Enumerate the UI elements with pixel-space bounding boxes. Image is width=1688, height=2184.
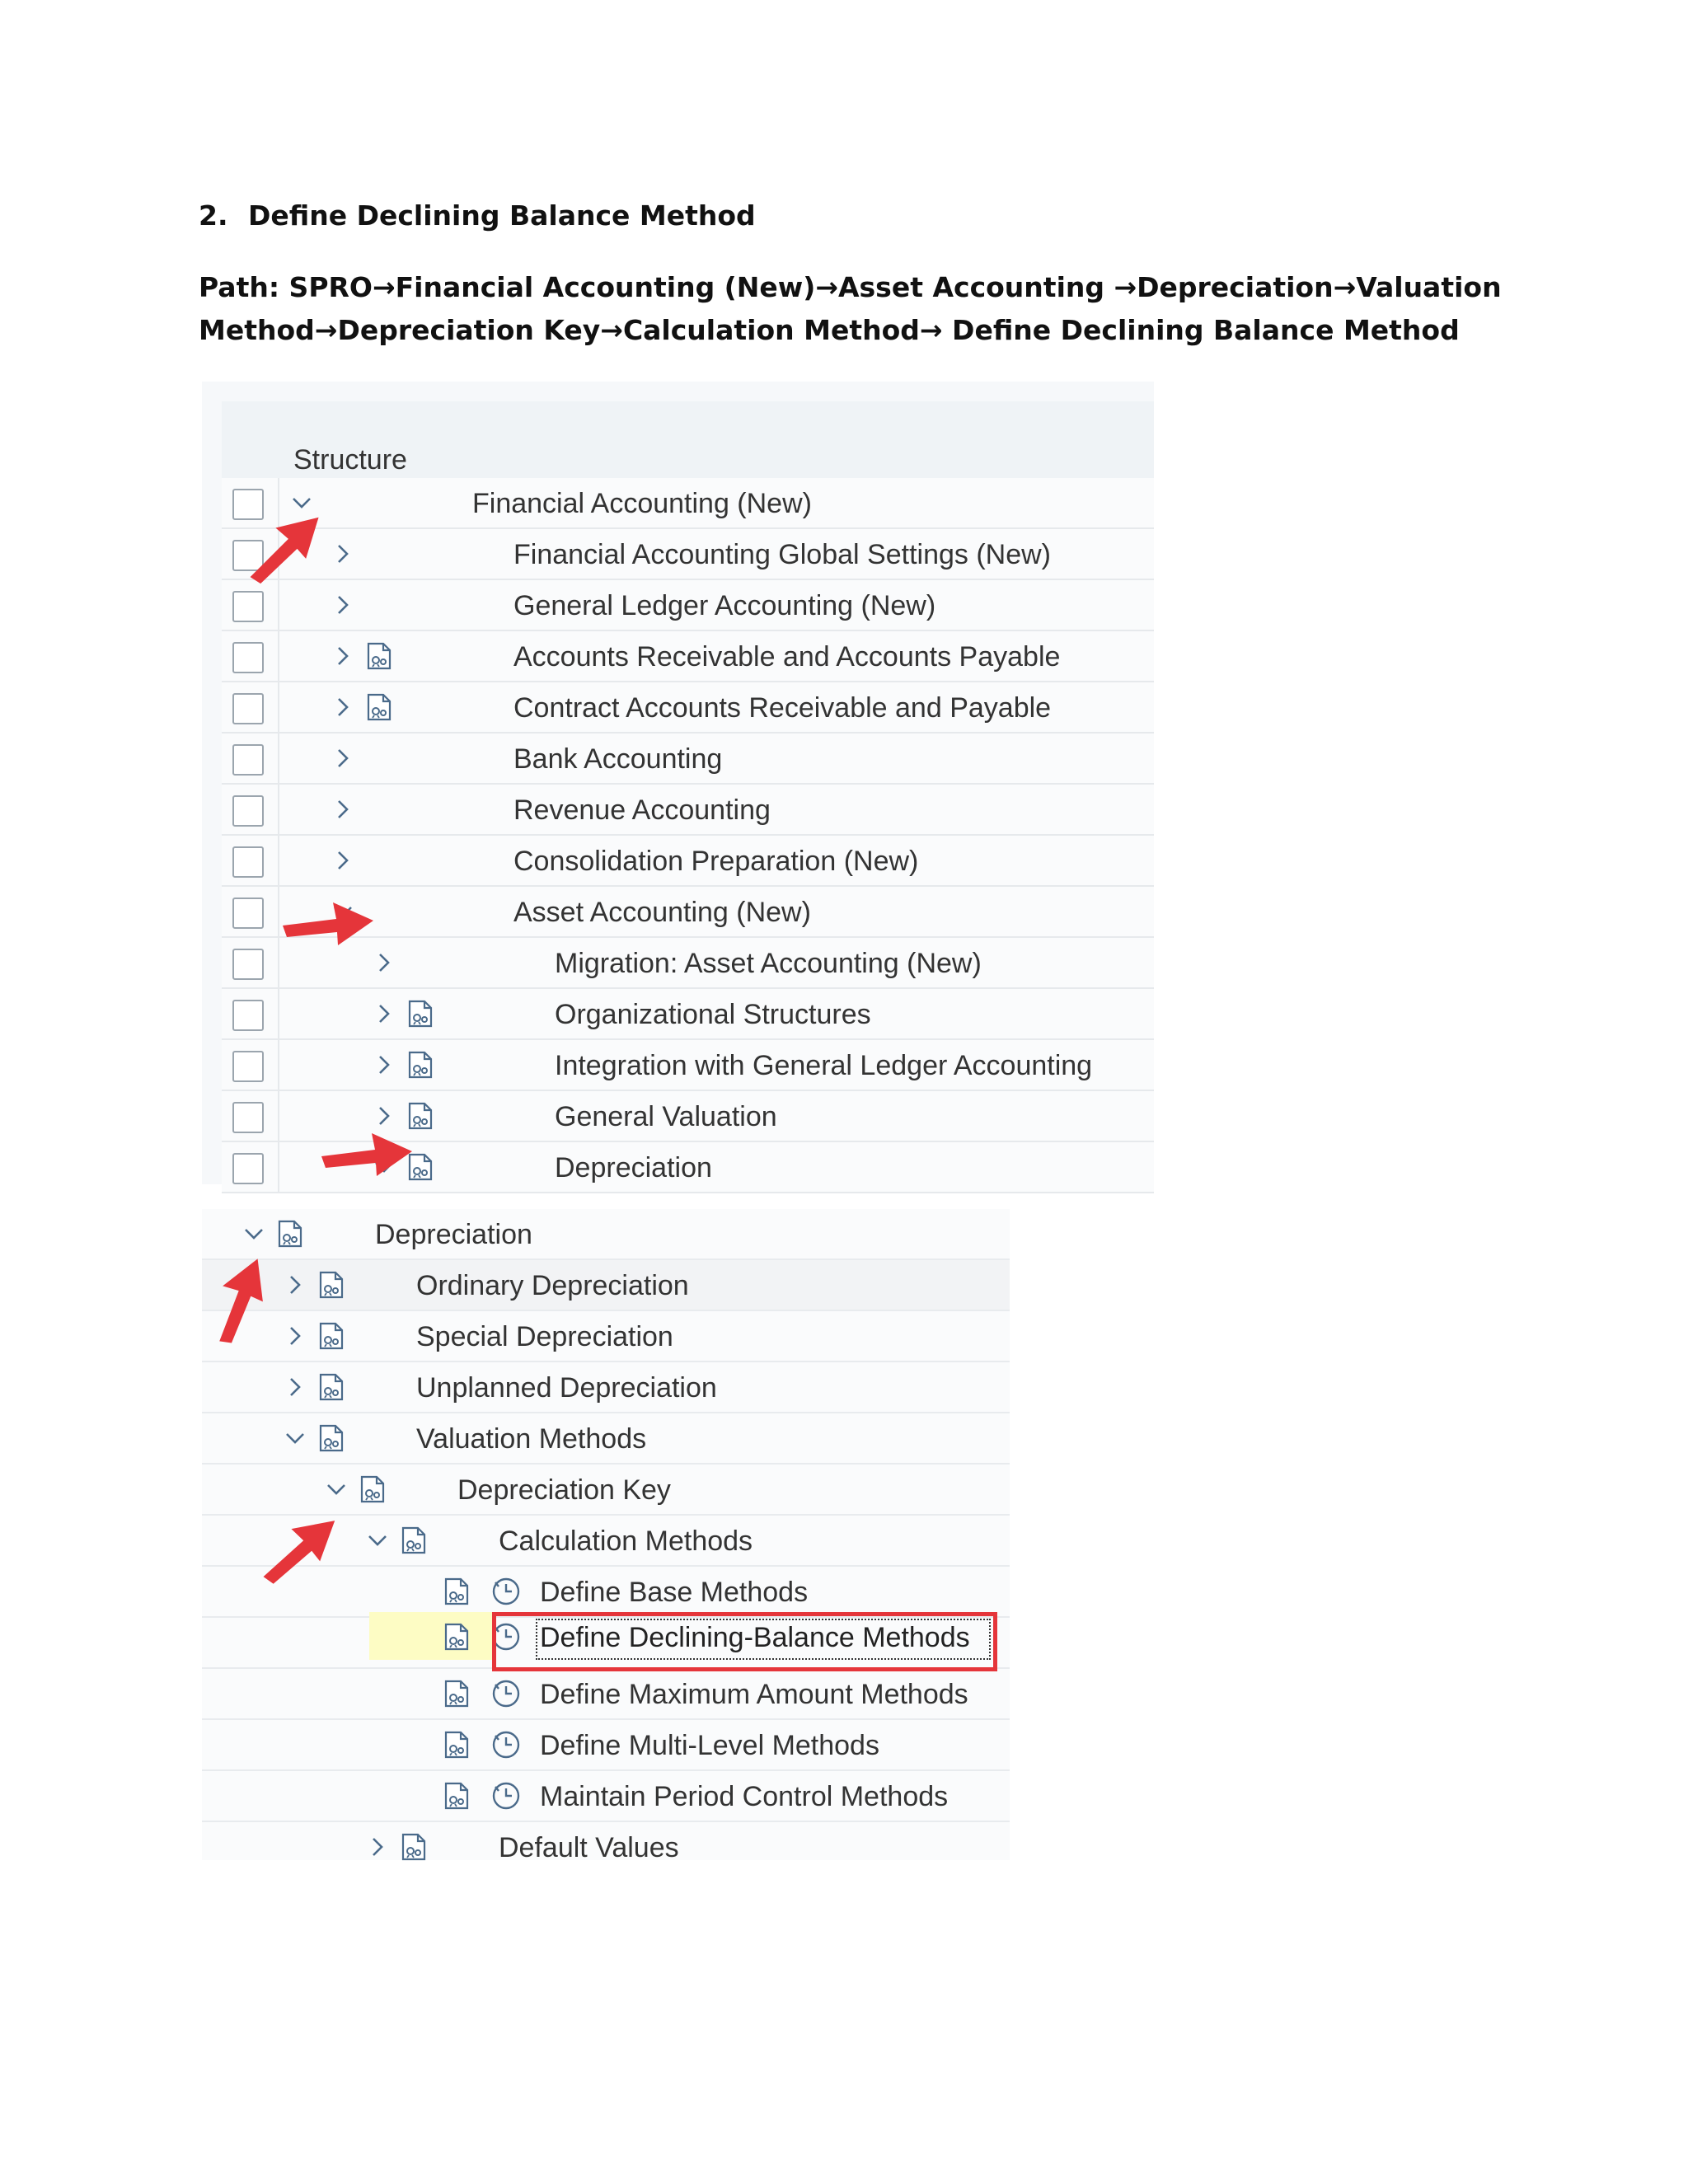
- tree-node-label[interactable]: Bank Accounting: [513, 743, 723, 775]
- path-arrow: →: [372, 271, 396, 303]
- config-folder-icon: [398, 1831, 429, 1863]
- tree-node-label[interactable]: Financial Accounting (New): [472, 488, 812, 519]
- chevron-right-icon[interactable]: [332, 748, 354, 769]
- path-arrow: →: [600, 314, 623, 346]
- chevron-right-icon[interactable]: [367, 1836, 388, 1858]
- row-checkbox[interactable]: [232, 1102, 264, 1133]
- tree-node-label[interactable]: Contract Accounts Receivable and Payable: [513, 692, 1052, 724]
- tree-row[interactable]: [222, 529, 1154, 580]
- path-step: Asset Accounting: [838, 271, 1114, 303]
- row-checkbox[interactable]: [232, 1051, 264, 1082]
- chevron-right-icon[interactable]: [373, 952, 395, 973]
- tree-node-label[interactable]: Financial Accounting Global Settings (New): [513, 539, 1051, 570]
- chevron-right-icon[interactable]: [332, 594, 354, 616]
- tree-node-label[interactable]: Organizational Structures: [555, 999, 871, 1030]
- tree-row[interactable]: [222, 1040, 1154, 1091]
- config-folder-icon: [363, 691, 395, 723]
- path-arrow: →: [919, 314, 943, 346]
- path-prefix: Path:: [199, 271, 280, 303]
- chevron-right-icon[interactable]: [332, 543, 354, 565]
- row-checkbox[interactable]: [232, 949, 264, 980]
- config-folder-icon: [363, 640, 395, 672]
- execute-activity-icon[interactable]: [490, 1780, 522, 1811]
- tree-node-label[interactable]: Calculation Methods: [499, 1526, 753, 1557]
- path-step: Define Declining Balance Method: [942, 314, 1460, 346]
- path-step: Calculation Method: [622, 314, 920, 346]
- path-step: Valuation Method: [199, 271, 1502, 346]
- tree-node-label[interactable]: Revenue Accounting: [513, 794, 771, 826]
- path-step: Depreciation Key: [337, 314, 601, 346]
- tree-node-label[interactable]: Valuation Methods: [416, 1423, 647, 1455]
- path-arrow: →: [1333, 271, 1357, 303]
- config-folder-icon: [398, 1525, 429, 1556]
- path-step: Financial Accounting (New): [395, 271, 816, 303]
- tree-node-label[interactable]: Depreciation: [375, 1219, 532, 1250]
- tree-node-label[interactable]: Depreciation: [555, 1152, 712, 1183]
- config-folder-icon: [316, 1320, 347, 1352]
- tree-node-label[interactable]: Accounts Receivable and Accounts Payable: [513, 641, 1061, 673]
- row-checkbox[interactable]: [232, 898, 264, 929]
- tree-node-label[interactable]: Migration: Asset Accounting (New): [555, 948, 982, 979]
- tree-row[interactable]: [202, 1362, 1010, 1413]
- tree-node-label[interactable]: Consolidation Preparation (New): [513, 846, 919, 877]
- row-checkbox[interactable]: [232, 1000, 264, 1031]
- chevron-down-icon[interactable]: [284, 1427, 306, 1449]
- tree-row[interactable]: [222, 580, 1154, 631]
- section-heading: [199, 199, 756, 232]
- config-folder-icon: [441, 1678, 472, 1709]
- row-checkbox[interactable]: [232, 846, 264, 878]
- tree-node-label[interactable]: Ordinary Depreciation: [416, 1270, 689, 1301]
- red-arrow-icon: [317, 1117, 416, 1183]
- tree-row[interactable]: [222, 836, 1154, 887]
- config-folder-icon: [316, 1422, 347, 1454]
- execute-activity-icon[interactable]: [490, 1729, 522, 1760]
- selected-activity-label[interactable]: Define Declining-Balance Methods: [540, 1622, 970, 1653]
- tree-row[interactable]: [202, 1669, 1010, 1720]
- section-title: Define Declining Balance Method: [248, 199, 756, 232]
- row-checkbox[interactable]: [232, 693, 264, 724]
- tree-row[interactable]: [222, 989, 1154, 1040]
- tree-node-label[interactable]: Define Base Methods: [540, 1577, 809, 1608]
- path-step: Depreciation: [1137, 271, 1334, 303]
- tree-node-label[interactable]: Define Multi-Level Methods: [540, 1730, 879, 1761]
- red-arrow-icon: [279, 886, 377, 952]
- tree-row[interactable]: [202, 1311, 1010, 1362]
- tree-row[interactable]: [202, 1771, 1010, 1822]
- path-arrow: →: [1114, 271, 1137, 303]
- chevron-right-icon[interactable]: [373, 1054, 395, 1076]
- config-folder-icon: [405, 998, 436, 1029]
- row-checkbox[interactable]: [232, 1153, 264, 1184]
- path-step: SPRO: [288, 271, 373, 303]
- tree-node-label[interactable]: Depreciation Key: [457, 1474, 671, 1506]
- chevron-right-icon[interactable]: [284, 1376, 306, 1398]
- structure-screenshot: [202, 382, 1154, 1184]
- config-folder-icon: [316, 1269, 347, 1301]
- tree-row[interactable]: [202, 1260, 1010, 1311]
- chevron-right-icon[interactable]: [284, 1325, 306, 1347]
- structure-title: Structure: [293, 444, 407, 476]
- execute-activity-icon[interactable]: [490, 1576, 522, 1607]
- tree-node-label[interactable]: General Valuation: [555, 1101, 777, 1132]
- navigation-path: [199, 266, 1502, 352]
- chevron-right-icon[interactable]: [332, 645, 354, 667]
- tree-row[interactable]: [202, 1413, 1010, 1465]
- tree-node-label[interactable]: Unplanned Depreciation: [416, 1372, 717, 1404]
- tree-row[interactable]: [202, 1209, 1010, 1260]
- config-folder-icon: [441, 1621, 472, 1652]
- config-folder-icon: [441, 1576, 472, 1607]
- tree-row[interactable]: [222, 682, 1154, 733]
- config-folder-icon: [316, 1371, 347, 1403]
- tree-node-label[interactable]: General Ledger Accounting (New): [513, 590, 936, 621]
- chevron-down-icon[interactable]: [326, 1479, 347, 1500]
- tree-node-label[interactable]: Default Values: [499, 1832, 679, 1863]
- section-number: 2.: [199, 199, 228, 232]
- tree-node-label[interactable]: Asset Accounting (New): [513, 897, 811, 928]
- config-folder-icon: [405, 1049, 436, 1080]
- row-checkbox[interactable]: [232, 795, 264, 827]
- tree-row[interactable]: [202, 1822, 1010, 1872]
- chevron-right-icon[interactable]: [332, 696, 354, 718]
- path-arrow: →: [815, 271, 838, 303]
- tree-row[interactable]: [202, 1567, 1010, 1618]
- tree-node-label[interactable]: Maintain Period Control Methods: [540, 1781, 949, 1812]
- selection-highlight: [369, 1612, 495, 1660]
- row-checkbox[interactable]: [232, 642, 264, 673]
- tree-row[interactable]: [222, 733, 1154, 785]
- chevron-right-icon[interactable]: [373, 1003, 395, 1024]
- tree-node-label[interactable]: Special Depreciation: [416, 1321, 673, 1352]
- config-folder-icon: [357, 1474, 388, 1505]
- row-checkbox[interactable]: [232, 489, 264, 520]
- tree-node-label[interactable]: Define Maximum Amount Methods: [540, 1679, 968, 1710]
- config-folder-icon: [441, 1729, 472, 1760]
- tree-node-label[interactable]: Integration with General Ledger Accounting: [555, 1050, 1093, 1081]
- execute-activity-icon[interactable]: [490, 1678, 522, 1709]
- tree-row[interactable]: [222, 785, 1154, 836]
- structure-tree: [222, 478, 1154, 1193]
- chevron-down-icon[interactable]: [367, 1530, 388, 1551]
- tree-row[interactable]: [202, 1720, 1010, 1771]
- chevron-right-icon[interactable]: [332, 799, 354, 820]
- tree-row[interactable]: [222, 631, 1154, 682]
- chevron-right-icon[interactable]: [332, 850, 354, 871]
- chevron-down-icon[interactable]: [243, 1223, 265, 1244]
- row-checkbox[interactable]: [232, 744, 264, 776]
- config-folder-icon: [441, 1780, 472, 1811]
- path-arrow: →: [314, 314, 338, 346]
- tree-row[interactable]: [222, 478, 1154, 529]
- config-folder-icon: [274, 1218, 306, 1249]
- structure-header: [222, 401, 1154, 478]
- chevron-right-icon[interactable]: [284, 1274, 306, 1296]
